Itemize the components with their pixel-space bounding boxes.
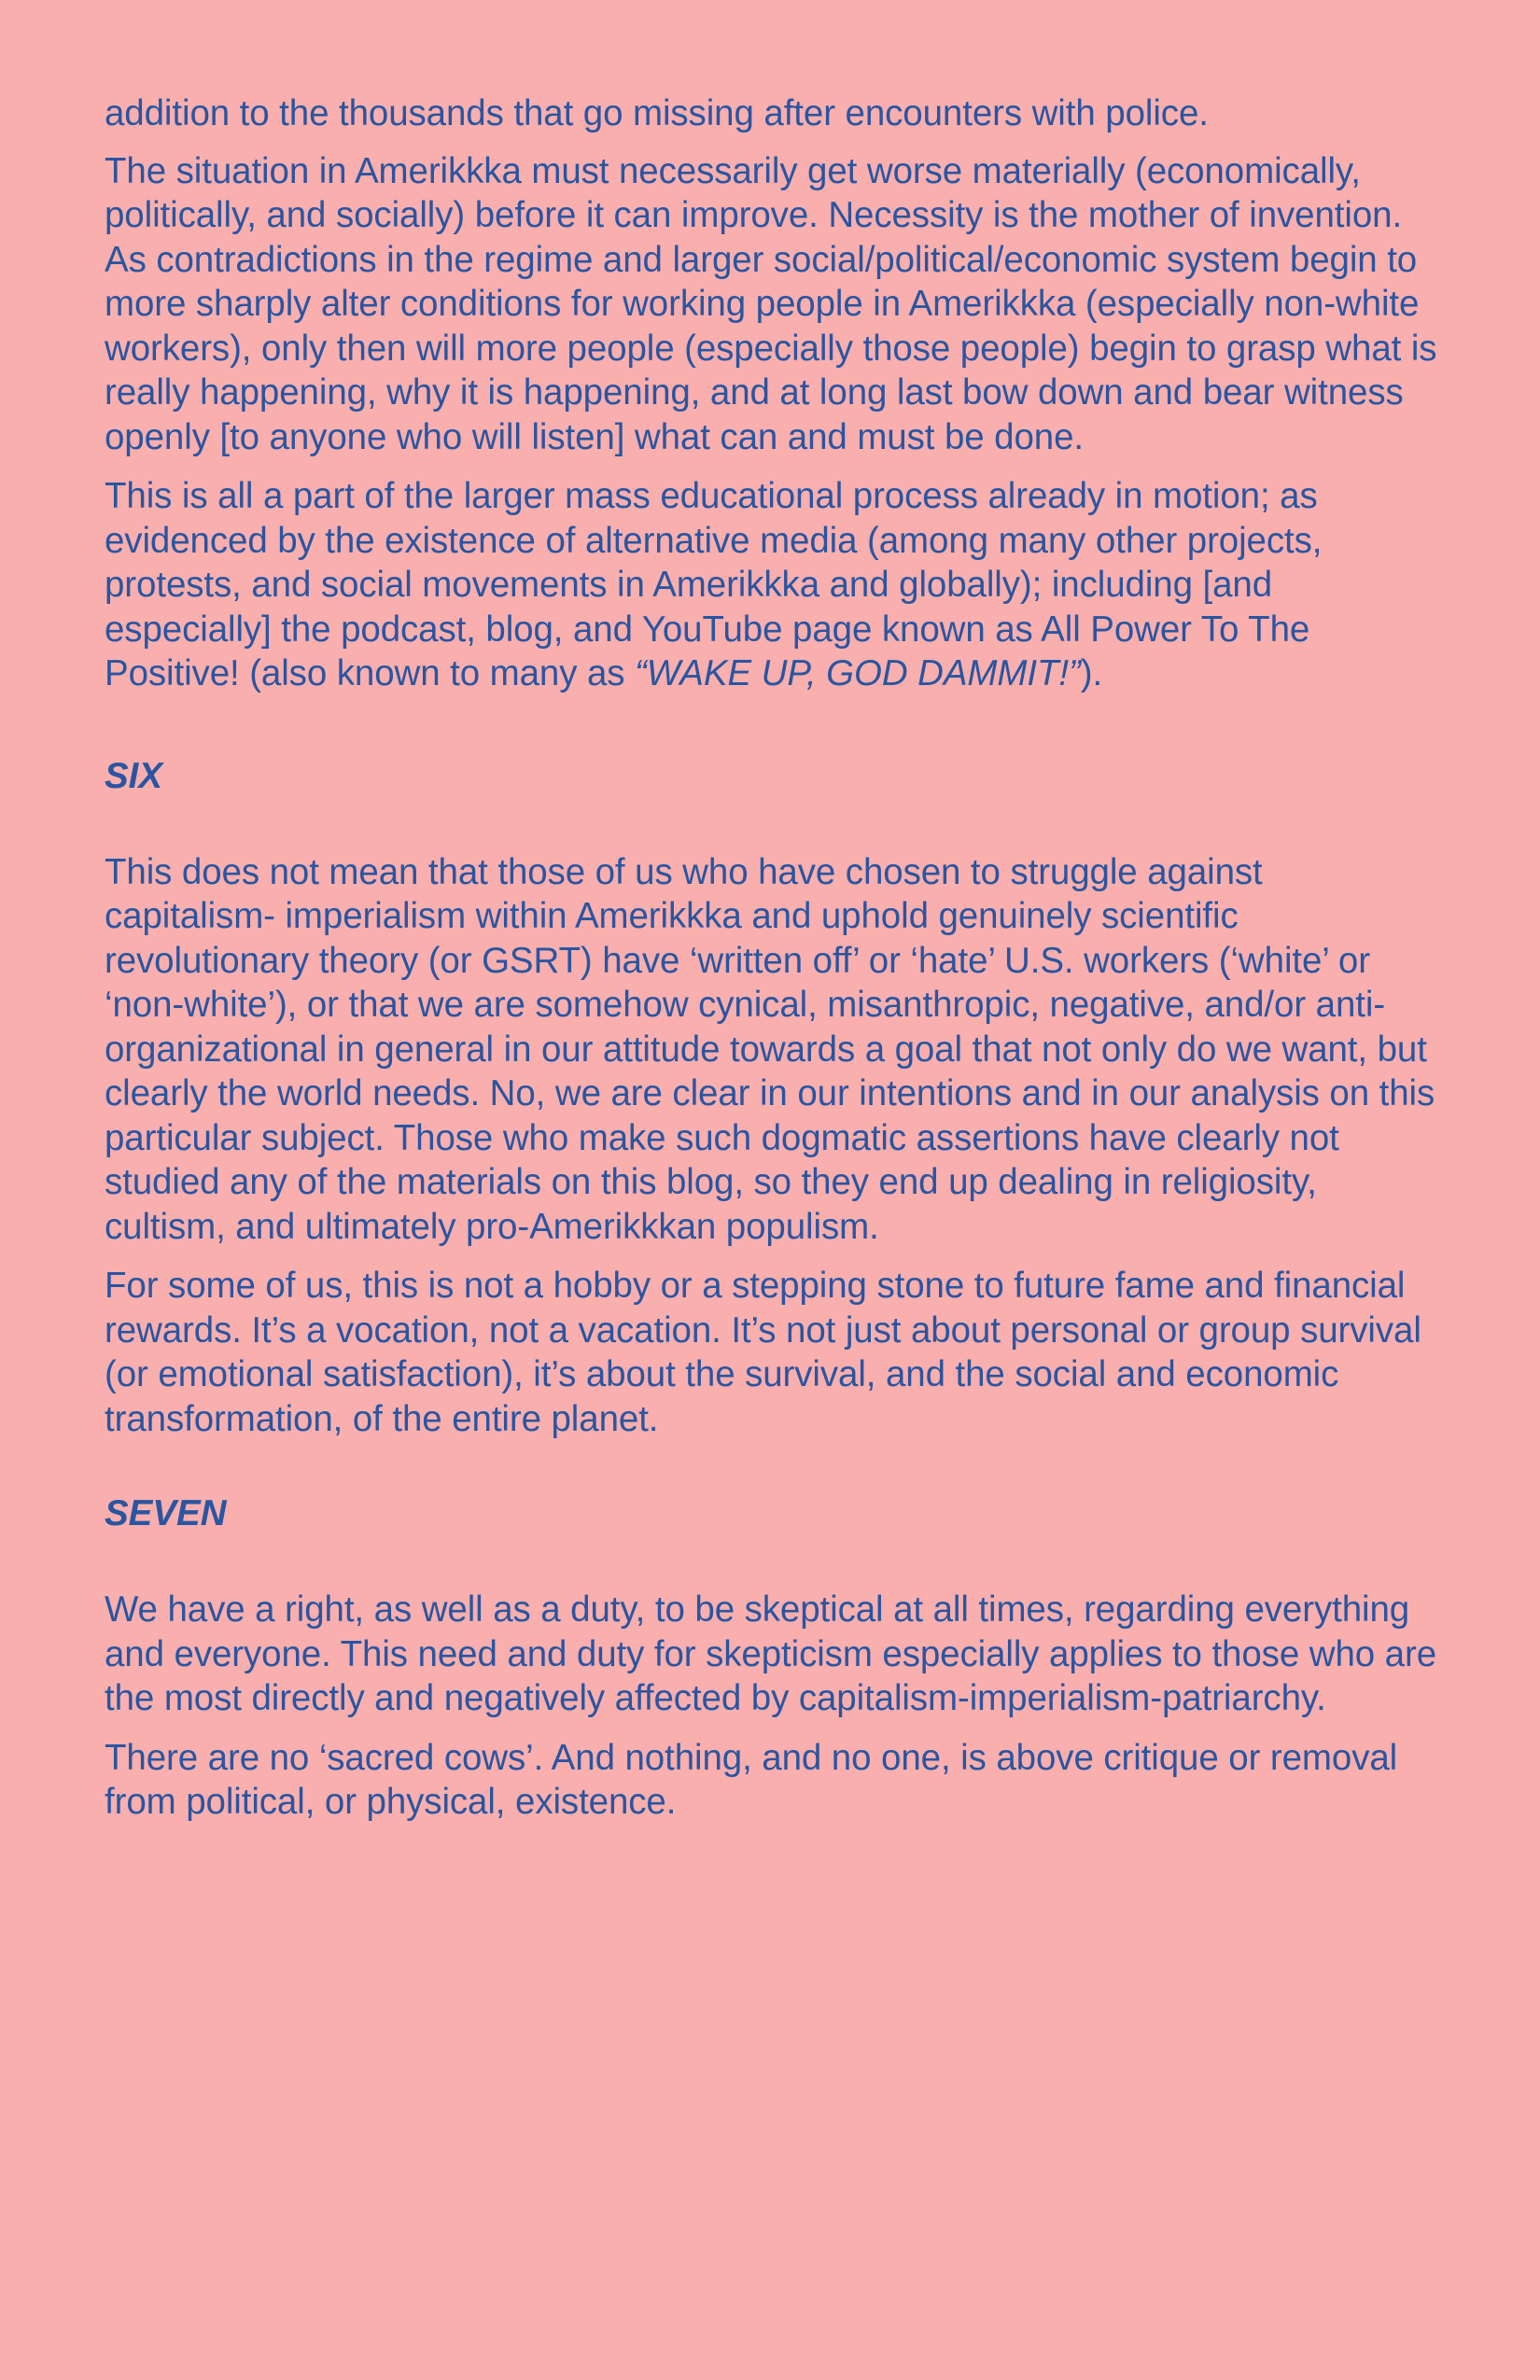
paragraph-struggle-against-capitalism: This does not mean that those of us who have chosen to struggle against capitalism- imperialism within Amerikkka and uphold genuinely scientific revolutionary theory (or GSRT) have ‘written off’ or ‘hate’ U.S. workers (‘white’ or ‘non-white’), or that we are somehow cynical, misanthropic, negative, and/or anti-organizational in general in our attitude towards a goal that not only do we want, but clearly the world needs. No, we are clear in our intentions and in our analysis on this particular subject. Those who make such dogmatic assertions have clearly not studied any of the materials on this blog, so they end up dealing in religiosity, cultism, and ultimately pro-Amerikkkan populism. [105,851,1435,1247]
paragraph-mass-educational-process [105,474,1443,696]
section-heading-six: SIX [105,755,163,796]
paragraph-police-encounters: addition to the thousands that go missing after encounters with police. [105,93,1209,133]
paragraph-text: This is all a part of the larger mass educational process already in motion; as evidenced by the existence of alternative media (among many other projects, protests, and social movements in Amerikkka and globally); including [and especially] the podcast, blog, and YouTube page known as All Power To The Positive! (also known to many as [105,476,1323,693]
paragraph-vocation-not-vacation: For some of us, this is not a hobby or a stepping stone to future fame and financial rewards. It’s a vocation, not a vacation. It’s not just about personal or group survival (or emotional satisfaction), it’s about the survival, and the social and economic transformation, of the entire planet. [105,1266,1421,1439]
paragraph-no-sacred-cows: There are no ‘sacred cows’. And nothing, and no one, is above critique or removal from political, or physical, existence. [105,1737,1398,1822]
page-content [105,91,1443,1825]
section-heading-seven: SEVEN [105,1493,227,1533]
paragraph-situation-in-amerikkka: The situation in Amerikkka must necessarily get worse materially (economically, politically, and socially) before it can improve. Necessity is the mother of invention. As contradictions in the regime and larger social/political/economic system begin to more sharply alter conditions for working people in Amerikkka (especially non-white workers), only then will more people (especially those people) begin to grasp what is really happening, why it is happening, and at long last bow down and bear witness openly [to anyone who will listen] what can and must be done. [105,150,1437,457]
wake-up-quote: “WAKE UP, GOD DAMMIT!” [635,653,1081,693]
paragraph-right-to-skepticism: We have a right, as well as a duty, to be skeptical at all times, regarding everything and everyone. This need and duty for skepticism especially applies to those who are the most directly and negatively affected by capitalism-imperialism-patriarchy. [105,1589,1437,1718]
paragraph-text-end: ). [1080,653,1103,693]
